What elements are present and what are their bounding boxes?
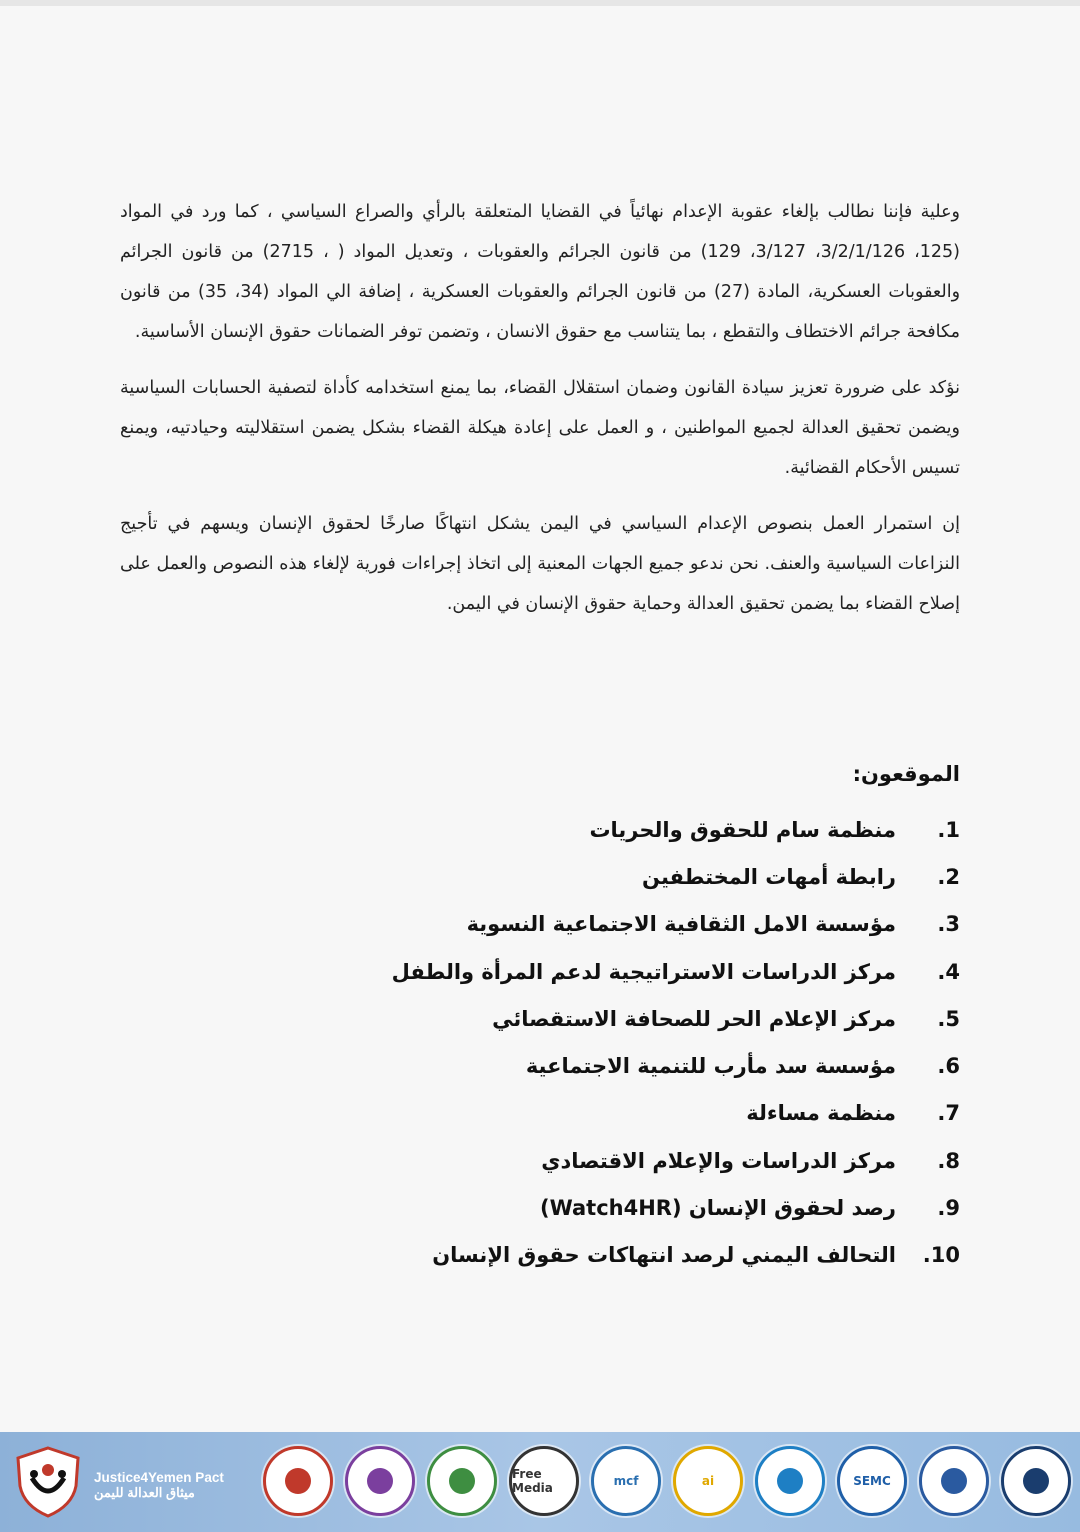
signatory-number: 7. bbox=[937, 1101, 960, 1126]
signatories-list bbox=[260, 806, 960, 1279]
pact-name-en: Justice4Yemen Pact bbox=[94, 1470, 224, 1485]
signatory-name: مركز الإعلام الحر للصحافة الاستقصائي bbox=[492, 1006, 896, 1031]
signatory-name: رابطة أمهات المختطفين bbox=[642, 864, 896, 889]
watch4hr-logo bbox=[919, 1446, 989, 1516]
paragraph: وعلية فإننا نطالب بإلغاء عقوبة الإعدام نهائياً في القضايا المتعلقة بالرأي والصراع السياسي ، كما ورد في المواد (125، 3/2/1/126، 3/127، 129) من قانون الجرائم والعقوبات ، وتعديل المواد ( ، 2715) من قانون الجرائم والعقوبات العسكرية، المادة (27) من قانون الجرائم والعقوبات العسكرية ، إضافة الي المواد (34، 35) من قانون مكافحة جرائم الاختطاف والتقطع ، بما يتناسب مع حقوق الانسان ، وتضمن توفر الضمانات حقوق الإنسان الأساسية. bbox=[120, 202, 961, 342]
pact-name bbox=[94, 1470, 236, 1501]
document-body bbox=[120, 192, 960, 624]
signatory-name: التحالف اليمني لرصد انتهاكات حقوق الإنسان bbox=[432, 1243, 896, 1268]
signatory-number: 2. bbox=[937, 864, 960, 889]
signatory-name: مركز الدراسات والإعلام الاقتصادي bbox=[541, 1148, 896, 1173]
signatory-item bbox=[260, 901, 960, 948]
signatory-number: 6. bbox=[937, 1054, 960, 1079]
signatory-name: مركز الدراسات الاستراتيجية لدعم المرأة والطفل bbox=[391, 959, 896, 984]
signatory-number: 10. bbox=[922, 1243, 960, 1268]
signatory-item bbox=[260, 1137, 960, 1184]
signatory-item bbox=[260, 1042, 960, 1089]
paragraph: إن استمرار العمل بنصوص الإعدام السياسي في اليمن يشكل انتهاكًا صارخًا لحقوق الإنسان ويسهم في تأجيج النزاعات السياسية والعنف. نحن ندعو جميع الجهات المعنية إلى اتخاذ إجراءات فورية لإلغاء هذه النصوص والعمل على إصلاح القضاء بما يضمن تحقيق العدالة وحماية حقوق الإنسان في اليمن. bbox=[120, 514, 960, 614]
signatory-item bbox=[260, 1184, 960, 1231]
signatory-number: 8. bbox=[937, 1148, 960, 1173]
eye-coalition-logo bbox=[1001, 1446, 1071, 1516]
signatory-number: 3. bbox=[937, 912, 960, 937]
semc-logo: SEMC bbox=[837, 1446, 907, 1516]
flame-drop-logo bbox=[263, 1446, 333, 1516]
signatory-name: رصد لحقوق الإنسان (Watch4HR) bbox=[539, 1196, 896, 1221]
hands-logo bbox=[755, 1446, 825, 1516]
signatory-item bbox=[260, 995, 960, 1042]
signatory-item bbox=[260, 1232, 960, 1279]
signatory-item bbox=[260, 1090, 960, 1137]
signatory-number: 4. bbox=[937, 959, 960, 984]
signatory-number: 9. bbox=[937, 1196, 960, 1221]
free-media-logo: Free Media bbox=[509, 1446, 579, 1516]
top-strip bbox=[0, 0, 1080, 6]
signatory-name: منظمة مساءلة bbox=[746, 1101, 896, 1126]
ai-logo: ai bbox=[673, 1446, 743, 1516]
signatory-number: 1. bbox=[937, 817, 960, 842]
signatory-item bbox=[260, 948, 960, 995]
signatory-name: مؤسسة الامل الثقافية الاجتماعية النسوية bbox=[466, 912, 896, 937]
mcf-logo: mcf bbox=[591, 1446, 661, 1516]
signatory-name: منظمة سام للحقوق والحريات bbox=[589, 817, 896, 842]
people-logo bbox=[345, 1446, 415, 1516]
footer-logo-bar bbox=[0, 1432, 1080, 1532]
seedling-logo bbox=[427, 1446, 497, 1516]
signatory-item bbox=[260, 806, 960, 853]
signatory-number: 5. bbox=[937, 1006, 960, 1031]
justice4yemen-shield-icon bbox=[10, 1444, 86, 1520]
paragraph: نؤكد على ضرورة تعزيز سيادة القانون وضمان استقلال القضاء، بما يمنع استخدامه كأداة لتصفية الحسابات السياسية ويضمن تحقيق العدالة لجميع المواطنين ، و العمل على إعادة هيكلة القضاء بشكل يضمن استقلاليته وحيادتيه، ويمنع تسيس الأحكام القضائية. bbox=[120, 378, 960, 478]
signatories-title: الموقعون: bbox=[852, 762, 960, 786]
pact-name-ar: ميثاق العدالة لليمن bbox=[94, 1485, 195, 1500]
signatory-item bbox=[260, 853, 960, 900]
signatory-name: مؤسسة سد مأرب للتنمية الاجتماعية bbox=[525, 1054, 896, 1079]
